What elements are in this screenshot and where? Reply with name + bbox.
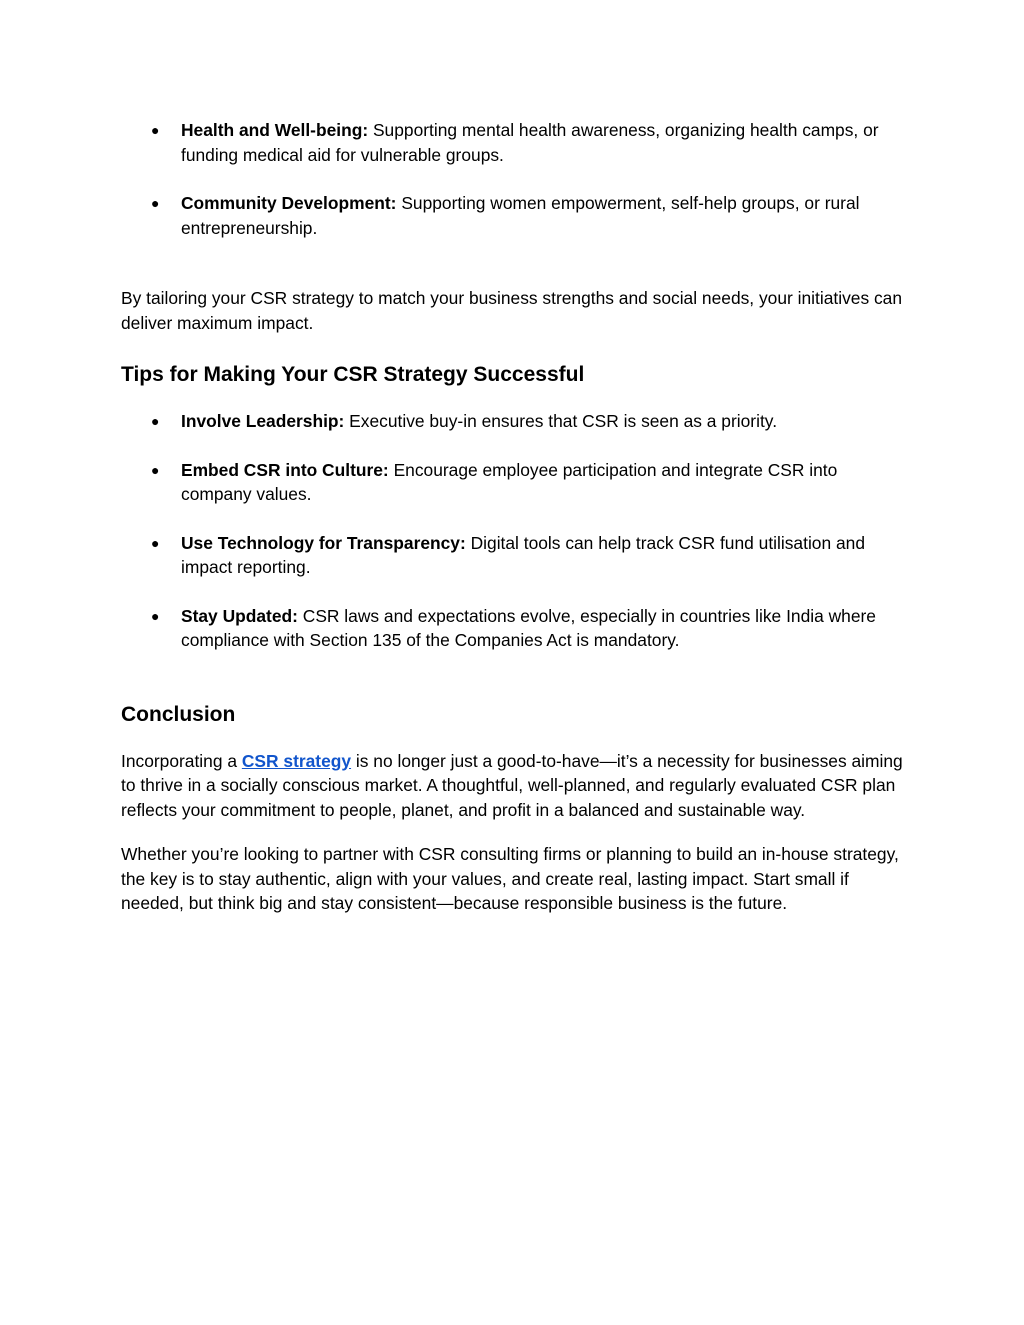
tips-list	[121, 409, 911, 653]
list-item-text: CSR laws and expectations evolve, especially in countries like India where compliance with Section 135 of the Companies Act is mandatory.	[181, 605, 876, 650]
list-item-term: Use Technology for Transparency:	[181, 532, 466, 553]
bullet-icon: ●	[151, 534, 160, 551]
bullet-icon: ●	[151, 607, 160, 624]
conclusion-text-before-link: Incorporating a	[121, 750, 242, 771]
tips-heading: Tips for Making Your CSR Strategy Successful	[121, 363, 585, 386]
document-page	[121, 118, 911, 916]
list-item-term: Community Development:	[181, 193, 397, 213]
list-item-text: Encourage employee participation and integrate CSR into company values.	[181, 459, 838, 504]
list-item-term: Embed CSR into Culture:	[181, 459, 389, 480]
tailoring-paragraph: By tailoring your CSR strategy to match your business strengths and social needs, your initiatives can deliver maximum impact.	[121, 288, 903, 333]
conclusion-text-after-link: is no longer just a good-to-have—it’s a necessity for businesses aiming to thrive in a socially conscious market. A thoughtful, well-planned, and regularly evaluated CSR plan reflects your commitment to people, planet, and profit in a balanced and sustainable way.	[121, 750, 903, 820]
conclusion-heading: Conclusion	[121, 702, 236, 726]
list-item	[121, 604, 911, 653]
bullet-icon: ●	[151, 461, 160, 478]
list-item	[121, 458, 911, 507]
list-item	[121, 118, 911, 167]
list-item	[121, 531, 911, 580]
list-item-term: Stay Updated:	[181, 605, 298, 626]
list-item-text: Digital tools can help track CSR fund utilisation and impact reporting.	[181, 532, 865, 577]
list-item-text: Supporting women empowerment, self-help groups, or rural entrepreneurship.	[181, 193, 860, 238]
csr-strategy-link[interactable]: CSR strategy	[241, 750, 352, 771]
list-item	[121, 409, 911, 434]
bullet-icon: ●	[151, 195, 160, 211]
list-item-term: Involve Leadership:	[181, 411, 345, 431]
bullet-icon: ●	[151, 413, 160, 429]
bullet-icon: ●	[151, 122, 160, 138]
list-item-term: Health and Well-being:	[181, 120, 369, 140]
list-item-text: Executive buy-in ensures that CSR is seen as a priority.	[344, 411, 778, 431]
focus-areas-list	[121, 118, 911, 240]
conclusion-paragraph-1	[121, 749, 911, 823]
list-item	[121, 191, 911, 240]
list-item-text: Supporting mental health awareness, organizing health camps, or funding medical aid for vulnerable groups.	[181, 120, 879, 165]
conclusion-paragraph-2: Whether you’re looking to partner with CSR consulting firms or planning to build an in-house strategy, the key is to stay authentic, align with your values, and create real, lasting impact. Start small if needed, but think big and stay consistent—because responsible business is the future.	[121, 844, 899, 913]
